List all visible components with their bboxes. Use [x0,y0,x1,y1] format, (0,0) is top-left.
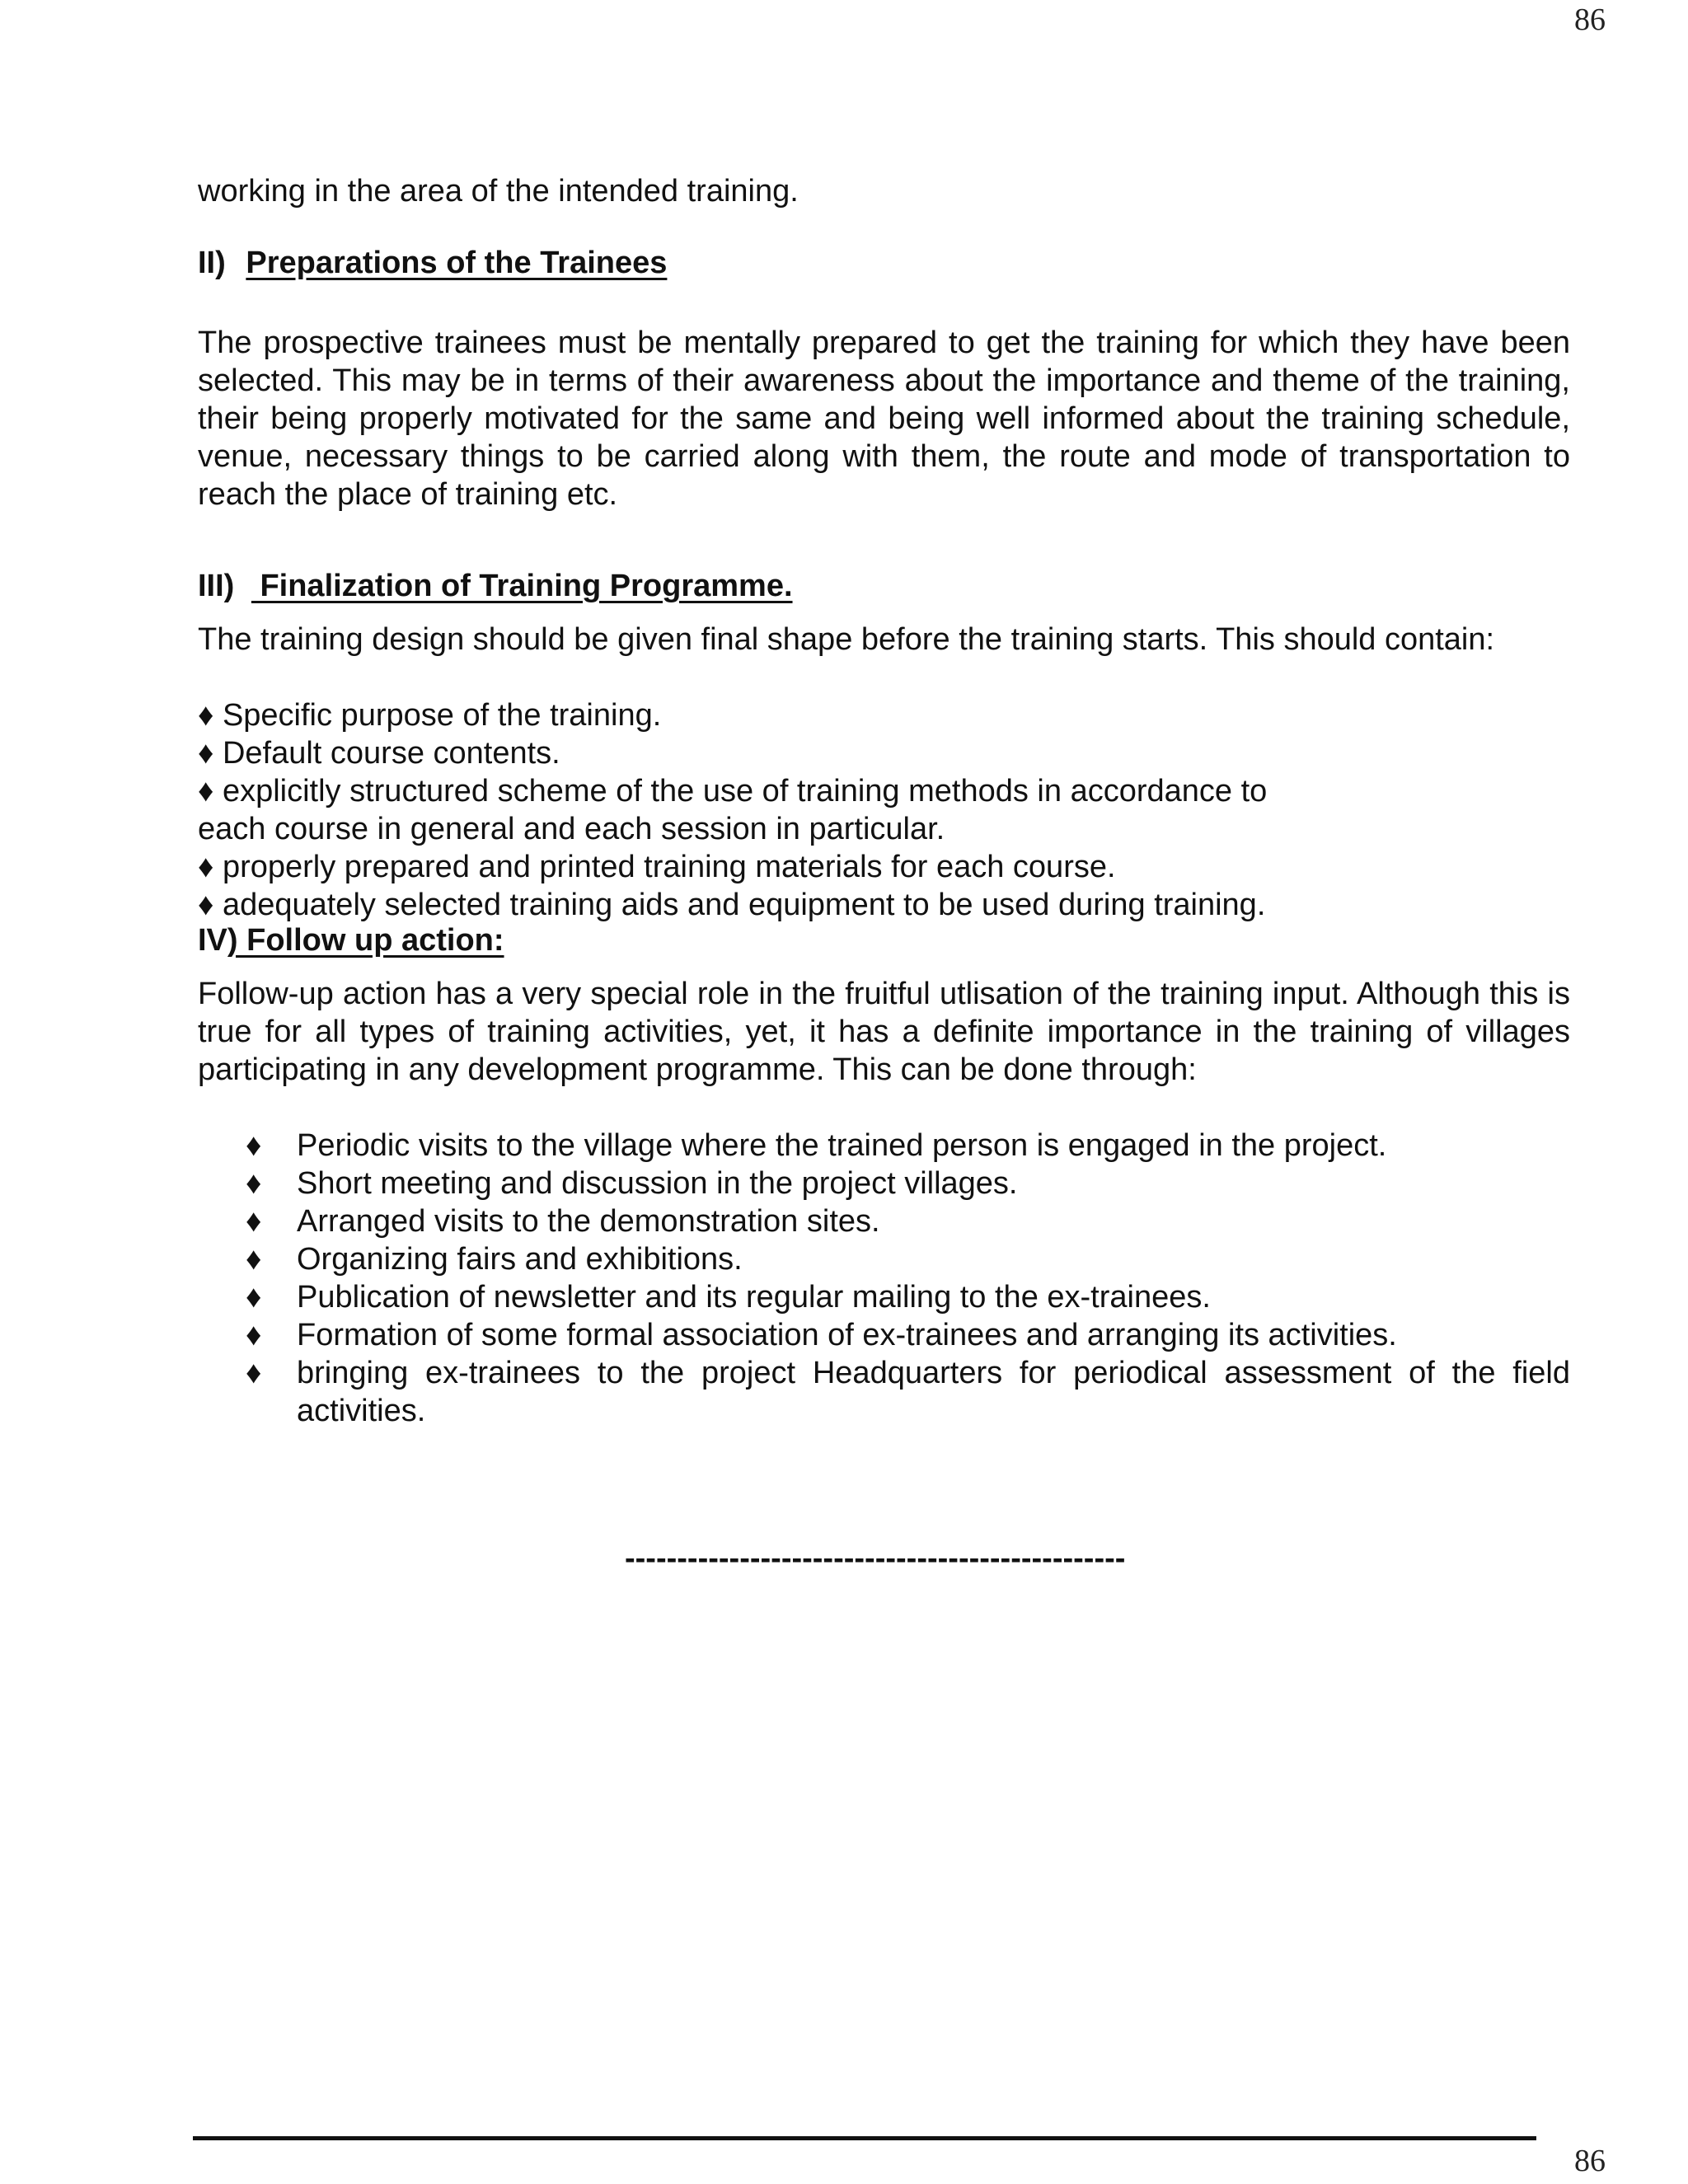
section-body-preparations: The prospective trainees must be mentally prepared to get the training for which they have been selected. This may be in terms of their awareness about the importance and theme of the training, their being properly motivated for the same and being well informed about the training schedule, venue, necessary things to be carried along with them, the route and mode of transportation to reach the place of training etc. [198,326,1570,512]
section-title: ) Follow up action: [227,923,504,958]
list-item [246,1127,1570,1165]
list-item-text: bringing ex-trainees to the project Headquarters for periodical assessment of the field activities. [297,1356,1570,1428]
section-number: III) [198,569,235,603]
list-item-text: Arranged visits to the demonstration sites. [297,1204,880,1239]
section-heading-preparations [198,244,667,282]
list-item [246,1240,1570,1278]
list-item-text: Short meeting and discussion in the project villages. [297,1166,1018,1201]
section-body-follow-up: Follow-up action has a very special role in the fruitful utlisation of the training input. Although this is true for all types of training activities, yet, it has a definite importance in the training of villages participating in any development programme. This can be done through: [198,977,1570,1087]
list-item: ♦ Default course contents. [198,736,560,771]
list-item-text: Organizing fairs and exhibitions. [297,1242,743,1277]
section-number: IV [198,923,227,958]
section-heading-finalization [198,567,793,605]
diamond-bullet-icon: ♦ [246,1204,262,1239]
end-divider: ------------------------------------------------ [625,1541,1126,1576]
list-item: ♦ adequately selected training aids and equipment to be used during training. [198,888,1266,922]
list-item: ♦ Specific purpose of the training. [198,698,662,733]
diamond-bullet-icon: ♦ [246,1356,262,1390]
finalization-bullet-list [198,696,1570,924]
list-item [246,1278,1570,1316]
page-number-top: 86 [1574,2,1606,37]
list-item: ♦ properly prepared and printed training materials for each course. [198,850,1116,884]
diamond-bullet-icon: ♦ [246,1242,262,1277]
diamond-bullet-icon: ♦ [246,1280,262,1315]
list-item [246,1165,1570,1202]
diamond-bullet-icon: ♦ [246,1128,262,1163]
list-item-text: Publication of newsletter and its regular mailing to the ex-trainees. [297,1280,1211,1315]
section-title: Finalization of Training Programme. [251,569,793,603]
section-number: II) [198,246,226,280]
list-item: ♦ explicitly structured scheme of the use of training methods in accordance to [198,774,1268,808]
section-title: Preparations of the Trainees [246,246,668,280]
section-heading-follow-up [198,921,504,959]
section-intro-finalization: The training design should be given final shape before the training starts. This should contain: [198,622,1495,657]
diamond-bullet-icon: ♦ [246,1166,262,1201]
list-item: each course in general and each session in particular. [198,812,945,846]
list-item [246,1202,1570,1240]
follow-up-bullet-list [246,1127,1570,1430]
footer-rule [193,2136,1536,2140]
list-item-text: Formation of some formal association of ex-trainees and arranging its activities. [297,1318,1397,1352]
page-number-bottom: 86 [1574,2144,1606,2178]
list-item [246,1316,1570,1354]
list-item-text: Periodic visits to the village where the trained person is engaged in the project. [297,1128,1387,1163]
list-item [246,1354,1570,1430]
diamond-bullet-icon: ♦ [246,1318,262,1352]
intro-line: working in the area of the intended training. [198,174,799,209]
